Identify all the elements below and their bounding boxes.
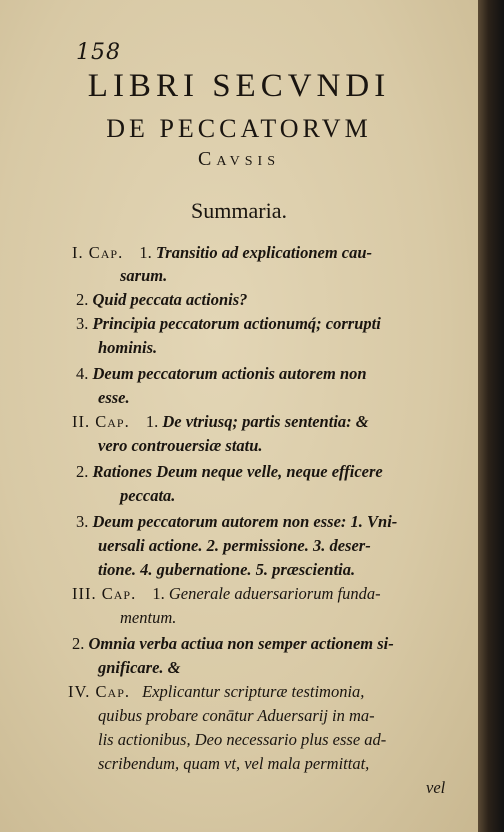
summary-line [98,388,130,408]
summary-text: Principia peccatorum actionumq́; corrupti [92,314,381,333]
title-line-3: Cavsis [198,148,280,170]
summary-line [98,560,355,580]
summary-line [76,364,367,384]
summary-line [120,266,167,286]
summary-line [76,512,397,532]
summary-line [120,608,176,628]
chapter-label: IV. Cap. [68,682,131,701]
summary-text: lis actionibus, Deo necessario plus esse ad- [98,730,387,749]
summary-line [98,658,181,678]
title-line-2: DE PECCATORVM [106,114,372,143]
chapter-label: III. Cap. [72,584,137,603]
item-number: 2. [76,462,89,481]
summary-text: Deum peccatorum autorem non esse: 1. Vni- [92,512,398,531]
page-number: 158 [76,40,121,65]
summary-text: sarum. [120,266,168,285]
summary-line [98,730,386,750]
summary-line [76,462,383,482]
summary-line [426,778,445,798]
item-number: 2. [76,290,89,309]
summary-text: Explicantur scripturæ testimonia, [142,682,365,701]
summary-text: hominis. [98,338,158,357]
item-number: 4. [76,364,89,383]
summary-line [98,338,157,358]
summary-text: Generale aduersariorum funda- [168,584,381,603]
summary-text: Omnia verba actiua non semper actionem si- [88,634,394,653]
summary-line [76,290,247,310]
summary-text: quibus probare conātur Aduersarij in ma- [98,706,375,725]
chapter-label: II. Cap. [72,412,130,431]
summary-line [98,754,369,774]
book-spine [478,0,504,832]
summaria-heading: Summaria. [191,198,287,223]
summary-text: Rationes Deum neque velle, neque efficere [92,462,383,481]
summary-line [72,584,381,604]
summary-text: Deum peccatorum actionis autorem non [92,364,367,383]
item-number: 1. [145,412,159,431]
summary-text: uersali actione. 2. permissione. 3. deser- [98,536,371,555]
summary-line [72,243,372,263]
item-number: 2. [72,634,85,653]
summary-line [98,706,375,726]
summary-line [98,436,263,456]
summary-text: esse. [98,388,130,407]
summary-line [120,486,175,506]
summary-text: Transitio ad explicationem cau- [155,243,373,262]
summary-line [68,682,364,702]
item-number: 3. [76,512,89,531]
title-line-1: LIBRI SECVNDI [87,68,391,104]
chapter-label: I. Cap. [72,243,124,262]
item-number: 1. [152,584,165,603]
item-number: 1. [139,243,152,262]
summary-text: De vtriusq; partis sententia: & [162,412,369,431]
summary-text: peccata. [120,486,176,505]
summary-line [76,314,381,334]
summary-text: mentum. [120,608,177,627]
item-number: 3. [76,314,89,333]
summary-text: scribendum, quam vt, vel mala permittat, [98,754,370,773]
summary-text: vero controuersiæ statu. [98,436,263,455]
summary-text: Quid peccata actionis? [92,290,248,309]
summary-line [72,412,369,432]
summary-line [72,634,394,654]
summary-text: vel [426,778,446,797]
summary-text: gnificare. & [98,658,181,677]
summary-line [98,536,371,556]
summary-text: tione. 4. gubernatione. 5. præscientia. [98,560,356,579]
